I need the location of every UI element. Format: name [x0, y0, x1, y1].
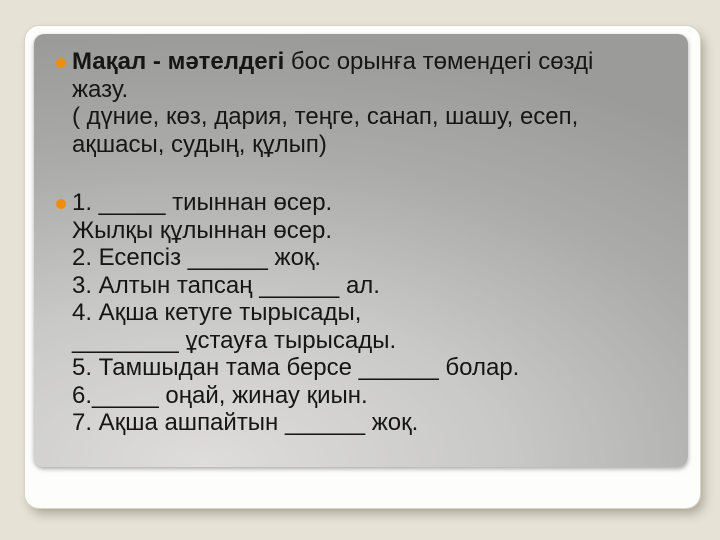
- text-line: 1. _____ тиыннан өсер.: [72, 189, 333, 216]
- lead-rest-text: бос орынға төмендегі сөзді: [284, 48, 594, 75]
- slide-content-panel: [34, 34, 688, 467]
- text-line: ( дүние, көз, дария, теңге, санап, шашу, есеп,: [72, 103, 579, 130]
- bullet-text-block: [72, 189, 668, 437]
- text-line: Жылқы құлыннан өсер.: [72, 216, 333, 244]
- text-line: [72, 48, 668, 76]
- bullet-text-block: [72, 48, 668, 158]
- bullet-dot-icon: [56, 199, 66, 209]
- lead-bold-text: Мақал - мәтелдегі: [72, 48, 285, 75]
- text-line: 5. Тамшыдан тама берсе ______ болар.: [72, 354, 520, 381]
- paragraph-spacer: [56, 158, 668, 189]
- text-line: 2. Есепсіз ______ жоқ.: [72, 244, 322, 271]
- bullet-dot-icon: [56, 58, 66, 68]
- text-line: 6._____ оңай, жинау қиын.: [72, 381, 368, 409]
- text-line: жазу.: [72, 75, 129, 103]
- bullet-item-proverbs: [56, 189, 668, 437]
- bullet-item-instructions: [56, 48, 668, 158]
- slide-card: [25, 26, 700, 508]
- text-line: 7. Ақша ашпайтын ______ жоқ.: [72, 409, 419, 436]
- text-line: 4. Ақша кетуге тырысады,: [72, 299, 362, 326]
- text-line: ақшасы, судың, құлып): [72, 130, 327, 158]
- text-line: 3. Алтын тапсаң ______ ал.: [72, 271, 380, 299]
- text-line: ________ ұстауға тырысады.: [72, 326, 397, 354]
